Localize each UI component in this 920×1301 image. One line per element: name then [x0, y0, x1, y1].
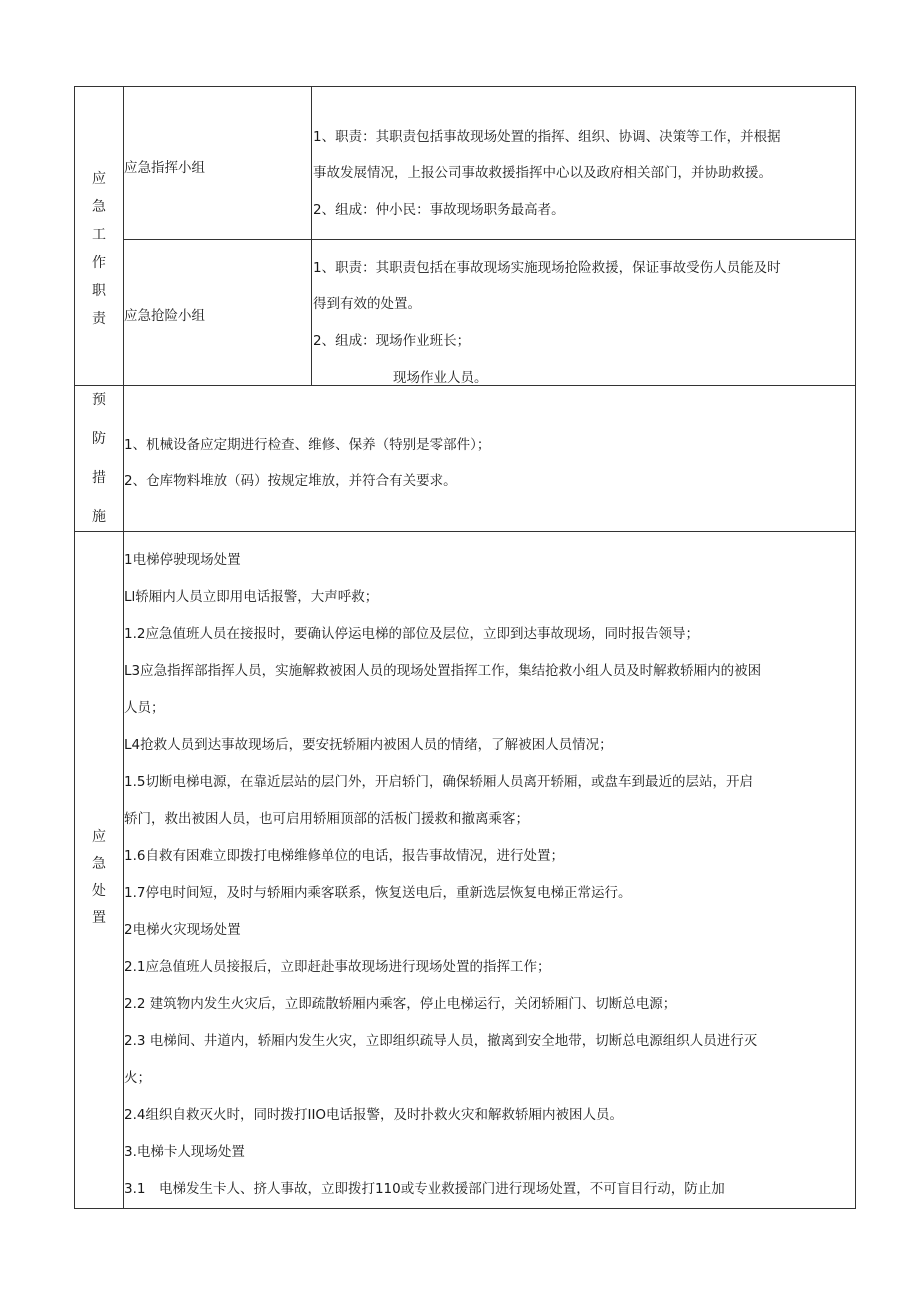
response-line: 2.2 建筑物内发生火灾后，立即疏散轿厢内乘客，停止电梯运行，关闭轿厢门、切断总电源； [124, 996, 677, 1012]
heading-char: 作 [92, 255, 106, 271]
response-line: 1.5切断电梯电源，在靠近层站的层门外，开启轿门，确保轿厢人员离开轿厢，或盘车到最近的层站，开启 [124, 774, 753, 790]
group-name-divider [311, 86, 312, 385]
section-divider-2 [74, 531, 856, 532]
response-line: 2电梯火灾现场处置 [124, 922, 241, 938]
response-line: 1.6自救有困难立即拨打电梯维修单位的电话，报告事故情况，进行处置； [124, 848, 564, 864]
group-name-command: 应急指挥小组 [124, 160, 205, 176]
heading-char: 急 [92, 199, 106, 215]
duty-line: 1、职责：其职责包括事故现场处置的指挥、组织、协调、决策等工作，并根据 [313, 129, 781, 145]
response-line: 2.4组织自救灭火时，同时拨打IIO电话报警，及时扑救火灾和解救轿厢内被困人员。 [124, 1107, 624, 1123]
response-line: 3.电梯卡人现场处置 [124, 1144, 245, 1160]
duty-line: 得到有效的处置。 [313, 296, 421, 312]
duty-line: 1、职责：其职责包括在事故现场实施现场抢险救援，保证事故受伤人员能及时 [313, 260, 781, 276]
response-line: L3应急指挥部指挥人员，实施解救被困人员的现场处置指挥工作，集结抢救小组人员及时解救轿厢内的被困 [124, 663, 762, 679]
heading-char: 处 [92, 883, 106, 899]
duty-line: 事故发展情况，上报公司事故救援指挥中心以及政府相关部门，并协助救援。 [313, 165, 772, 181]
group-row-divider [123, 239, 856, 240]
heading-char: 应 [92, 171, 106, 187]
heading-char: 措 [92, 470, 106, 486]
response-line: 3.1 电梯发生卡人、挤人事故，立即拨打110或专业救援部门进行现场处置，不可盲目行动，防止加 [124, 1181, 725, 1197]
response-line: 1电梯停驶现场处置 [124, 552, 241, 568]
response-line: 1.7停电时间短，及时与轿厢内乘客联系，恢复送电后，重新选层恢复电梯正常运行。 [124, 885, 632, 901]
heading-char: 职 [92, 283, 106, 299]
duty-line: 2、组成：仲小民：事故现场职务最高者。 [313, 202, 565, 218]
response-heading [84, 826, 114, 927]
response-line: 火； [124, 1070, 151, 1086]
response-line: 2.1应急值班人员接报后，立即赶赴事故现场进行现场处置的指挥工作； [124, 959, 551, 975]
heading-char: 责 [92, 311, 106, 327]
heading-char: 工 [92, 227, 106, 243]
heading-char: 防 [92, 431, 106, 447]
prevention-heading [84, 389, 114, 526]
heading-char: 预 [92, 392, 106, 408]
group-name-rescue: 应急抢险小组 [124, 308, 205, 324]
prevention-line: 2、仓库物料堆放（码）按规定堆放，并符合有关要求。 [124, 473, 457, 489]
response-line: 2.3 电梯间、井道内，轿厢内发生火灾，立即组织疏导人员，撤离到安全地带，切断总电源组织人员进行灭 [124, 1033, 758, 1049]
response-line: 1.2应急值班人员在接报时，要确认停运电梯的部位及层位，立即到达事故现场，同时报告领导； [124, 626, 699, 642]
prevention-line: 1、机械设备应定期进行检查、维修、保养（特别是零部件）； [124, 437, 491, 453]
duties-heading [84, 168, 114, 328]
response-line: 轿门，救出被困人员，也可启用轿厢顶部的活板门援救和撤离乘客； [124, 811, 529, 827]
response-line: Ll轿厢内人员立即用电话报警，大声呼救； [124, 589, 379, 605]
duty-line: 现场作业人员。 [393, 370, 488, 386]
response-lines [124, 542, 852, 1208]
response-line: 人员； [124, 700, 165, 716]
heading-char: 置 [92, 910, 106, 926]
heading-char: 应 [92, 829, 106, 845]
response-line: L4抢救人员到达事故现场后，要安抚轿厢内被困人员的情绪，了解被困人员情况； [124, 737, 613, 753]
duty-line: 2、组成：现场作业班长； [313, 333, 471, 349]
heading-char: 急 [92, 856, 106, 872]
heading-char: 施 [92, 509, 106, 525]
